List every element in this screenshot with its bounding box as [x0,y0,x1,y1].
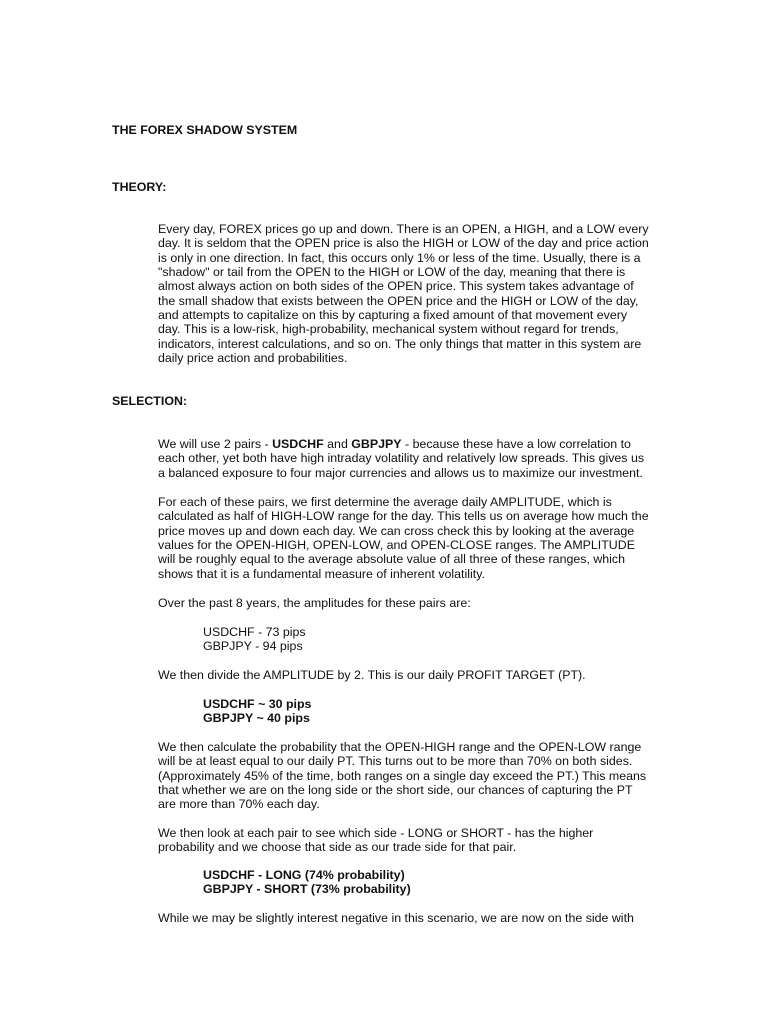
text-line: that whether we are on the long side or the short side, our chances of capturing the PT [158,783,633,798]
side-paragraph [158,826,593,855]
text-line: (Approximately 45% of the time, both ranges on a single day exceed the PT.) This means [158,768,647,783]
closing-line: While we may be slightly interest negative in this scenario, we are now on the side with [158,911,634,925]
text-segment: We will use 2 pairs - [158,437,273,451]
text-segment: and [323,437,352,451]
document-title: THE FOREX SHADOW SYSTEM [112,123,298,137]
divide-line: We then divide the AMPLITUDE by 2. This is our daily PROFIT TARGET (PT). [158,668,586,682]
text-line: We then look at each pair to see which side - LONG or SHORT - has the higher [158,826,594,840]
text-line [158,437,644,451]
text-segment: - because these have a low correlation to [401,437,631,451]
text-line: will be roughly equal to the average absolute value of all three of these ranges, which [158,552,626,567]
amplitudes-list [203,625,306,654]
sides-list [203,868,411,897]
theory-paragraph [158,222,649,365]
selection-heading: SELECTION: [112,394,188,408]
pair-gbpjpy: GBPJPY [351,437,402,451]
text-line: Every day, FOREX prices go up and down. There is an OPEN, a HIGH, and a LOW every [158,222,649,236]
list-item: USDCHF - LONG (74% probability) [203,868,405,882]
text-line: each other, yet both have high intraday volatility and relatively low spreads. This gives us [158,451,645,466]
text-line: is only in one direction. In fact, this occurs only 1% or less of the time. Usually, there is a [158,250,641,265]
text-line: are more than 70% each day. [158,797,320,812]
text-line: day. This is a low-risk, high-probability, mechanical system without regard for trends, [158,322,619,337]
amplitude-paragraph [158,495,649,581]
text-line: indicators, interest calculations, and so on. The only things that matter in this system are [158,336,642,351]
text-line: probability and we choose that side as our trade side for that pair. [158,840,517,855]
text-line: values for the OPEN-HIGH, OPEN-LOW, and OPEN-CLOSE ranges. The AMPLITUDE [158,538,635,553]
text-line: For each of these pairs, we first determine the average daily AMPLITUDE, which is [158,495,612,509]
pair-usdchf: USDCHF [272,437,324,451]
text-line: calculated as half of HIGH-LOW range for the day. This tells us on average how much the [158,509,649,524]
text-line: "shadow" or tail from the OPEN to the HIGH or LOW of the day, meaning that there is [158,265,626,280]
text-line: shows that it is a fundamental measure of inherent volatility. [158,566,485,581]
text-line: a balanced exposure to four major currencies and allows us to maximize our investment. [158,465,643,480]
text-line: the small shadow that exists between the OPEN price and the HIGH or LOW of the day, [158,293,639,308]
text-line: will be at least equal to our daily PT. This turns out to be more than 70% on both sides. [158,754,633,769]
theory-heading: THEORY: [112,180,167,194]
text-line: We then calculate the probability that the OPEN-HIGH range and the OPEN-LOW range [158,740,642,754]
text-line: daily price action and probabilities. [158,351,348,366]
text-line: almost always action on both sides of the OPEN price. This system takes advantage of [158,279,634,294]
list-item: GBPJPY ~ 40 pips [203,711,310,726]
pairs-paragraph [158,437,644,480]
list-item: GBPJPY - SHORT (73% probability) [203,882,411,897]
text-line: and attempts to capitalize on this by capturing a fixed amount of that movement every [158,308,628,323]
list-item: GBPJPY - 94 pips [203,639,303,654]
text-line: price moves up and down each day. We can cross check this by looking at the average [158,523,635,538]
list-item: USDCHF - 73 pips [203,625,306,639]
text-line: day. It is seldom that the OPEN price is also the HIGH or LOW of the day and price action [158,236,649,251]
past-years-line: Over the past 8 years, the amplitudes for these pairs are: [158,596,471,610]
targets-list [203,697,311,726]
list-item: USDCHF ~ 30 pips [203,697,312,711]
probability-paragraph [158,740,646,812]
